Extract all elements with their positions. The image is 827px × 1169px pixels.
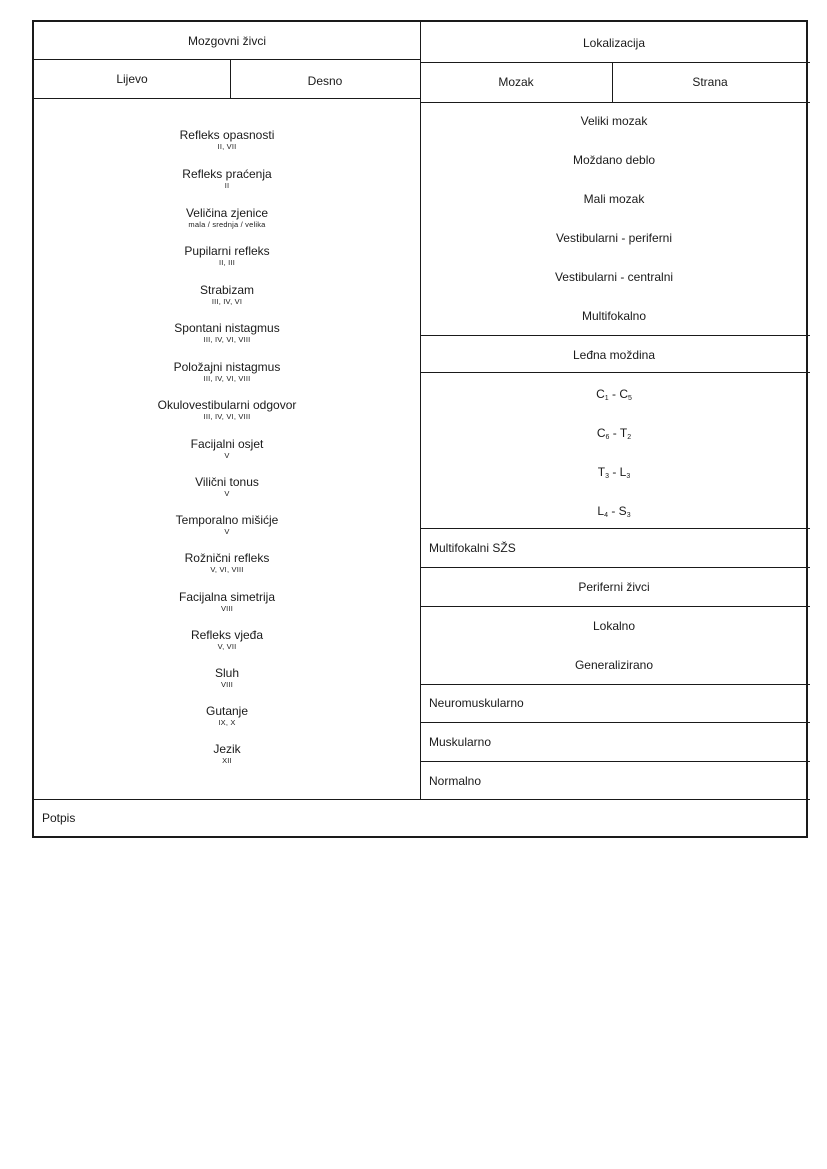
localization-title: Lokalizacija (582, 36, 646, 50)
signature-field[interactable] (104, 802, 804, 836)
divider (420, 684, 810, 685)
peripheral-option[interactable]: Lokalno (592, 619, 636, 633)
divider (420, 102, 810, 103)
brain-option[interactable]: Vestibularni - periferni (555, 231, 673, 245)
cranial-test[interactable]: Refleks vjeđa V, VII (190, 628, 264, 651)
cranial-test[interactable]: Položajni nistagmus III, IV, VI, VIII (173, 360, 281, 383)
divider (420, 606, 810, 607)
spinal-segment[interactable]: $C_6 - T_2$ (596, 426, 632, 441)
divider (230, 59, 231, 98)
spinal-segment[interactable]: $C_1 - C_5$ (596, 387, 632, 402)
cranial-test[interactable]: Veličina zjenice mala / srednja / velika (185, 206, 269, 229)
normal-option[interactable]: Normalno (429, 774, 482, 788)
brain-option[interactable]: Veliki mozak (580, 114, 648, 128)
cranial-test[interactable]: Vilični tonus V (195, 475, 259, 498)
multifocal-cns-option[interactable]: Multifokalni SŽS (429, 541, 516, 555)
right-side-header: Desno (307, 74, 343, 88)
divider (420, 372, 810, 373)
brain-option[interactable]: Mali mozak (583, 192, 645, 206)
divider (612, 62, 613, 102)
divider (34, 799, 810, 800)
cranial-test[interactable]: Rožnični refleks V, VI, VIII (184, 551, 270, 574)
divider (420, 567, 810, 568)
cranial-test[interactable]: Strabizam III, IV, VI (199, 283, 255, 306)
signature-label: Potpis (42, 811, 76, 825)
divider (34, 59, 420, 60)
divider (420, 528, 810, 529)
divider (420, 335, 810, 336)
cranial-test[interactable]: Temporalno mišićje V (175, 513, 279, 536)
cranial-test[interactable]: Facijalni osjet V (190, 437, 264, 460)
cranial-test[interactable]: Jezik XII (213, 742, 241, 765)
divider (34, 98, 420, 99)
column-divider (420, 22, 421, 799)
spinal-segment[interactable]: $L_4 - S_3$ (597, 504, 631, 519)
spinal-cord-title: Leđna moždina (572, 348, 656, 362)
side-header: Strana (692, 75, 728, 89)
cranial-test[interactable]: Spontani nistagmus III, IV, VI, VIII (174, 321, 280, 344)
cranial-test[interactable]: Facijalna simetrija VIII (178, 590, 276, 613)
cranial-test[interactable]: Refleks praćenja II (182, 167, 272, 190)
divider (420, 722, 810, 723)
brain-header: Mozak (498, 75, 534, 89)
cranial-test[interactable]: Gutanje IX, X (205, 704, 249, 727)
brain-option[interactable]: Vestibularni - centralni (554, 270, 674, 284)
peripheral-option[interactable]: Generalizirano (574, 658, 654, 672)
peripheral-nerves-title: Periferni živci (578, 580, 650, 594)
left-side-header: Lijevo (116, 72, 148, 86)
neuromuscular-option[interactable]: Neuromuskularno (429, 696, 524, 710)
cranial-test[interactable]: Refleks opasnosti II, VII (179, 128, 275, 151)
brain-option[interactable]: Moždano deblo (572, 153, 656, 167)
cranial-test[interactable]: Okulovestibularni odgovor III, IV, VI, VIII (157, 398, 297, 421)
cranial-test[interactable]: Sluh VIII (214, 666, 240, 689)
neurological-exam-form (32, 20, 808, 838)
cranial-nerves-title: Mozgovni živci (187, 34, 267, 48)
divider (420, 761, 810, 762)
muscular-option[interactable]: Muskularno (429, 735, 492, 749)
cranial-test[interactable]: Pupilarni refleks II, III (184, 244, 270, 267)
spinal-segment[interactable]: $T_3 - L_3$ (597, 465, 631, 480)
brain-option[interactable]: Multifokalno (581, 309, 647, 323)
divider (420, 62, 810, 63)
